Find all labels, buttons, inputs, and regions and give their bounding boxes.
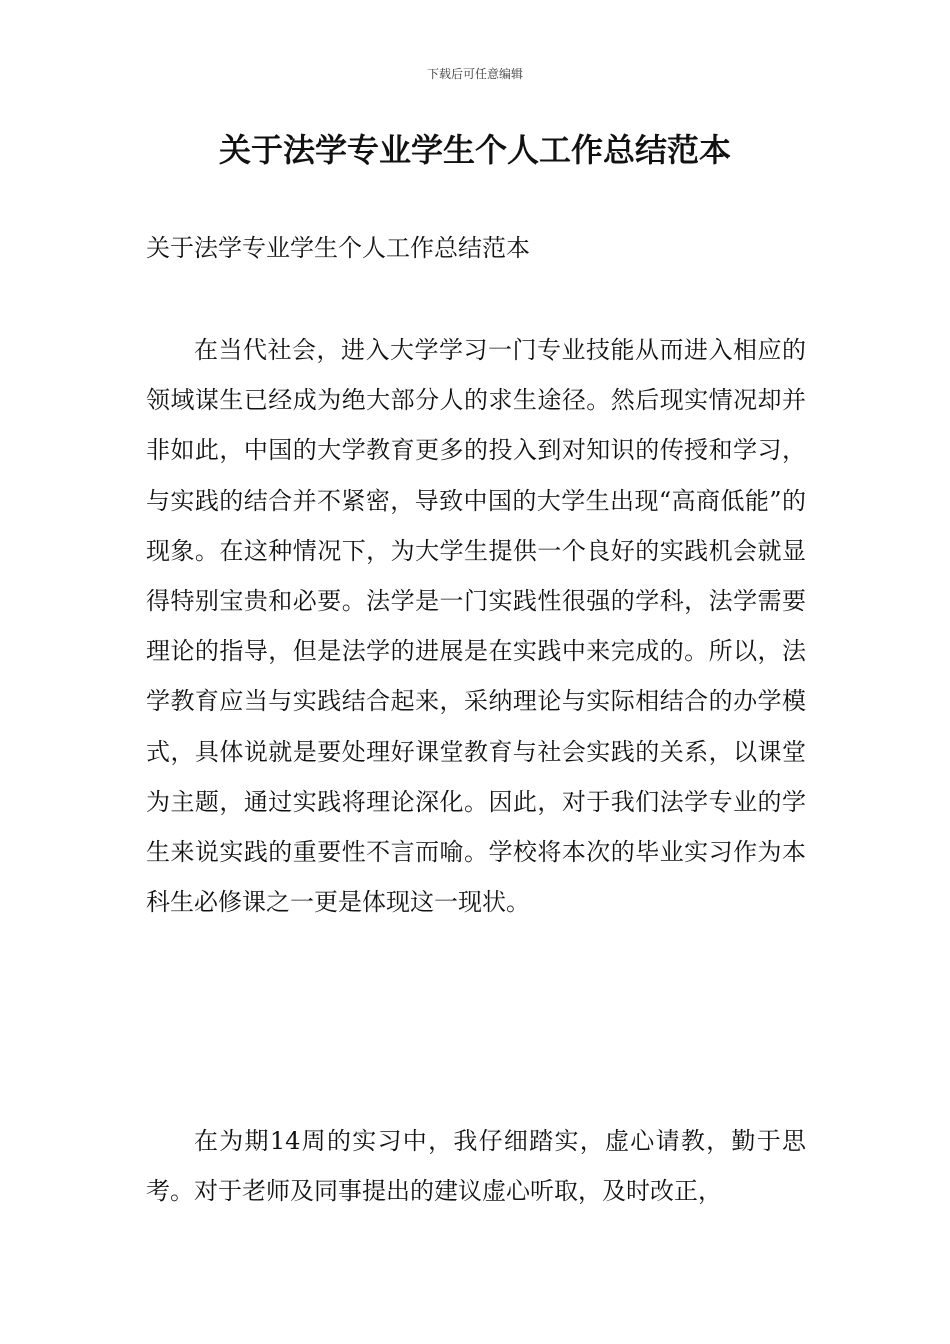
download-note: 下载后可任意编辑 (426, 67, 523, 81)
document-title: 关于法学专业学生个人工作总结范本 (218, 131, 731, 169)
document-subtitle: 关于法学专业学生个人工作总结范本 (146, 234, 530, 262)
body-paragraph-2: 在为期14周的实习中，我仔细踏实，虚心请教，勤于思考。对于老师及同事提出的建议虚心听取，及时改正， (146, 1127, 806, 1206)
body-paragraph-1: 在当代社会，进入大学学习一门专业技能从而进入相应的领域谋生已经成为绝大部分人的求生途径。然后现实情况却并非如此，中国的大学教育更多的投入到对知识的传授和学习，与实践的结合并不紧密，导致中国的大学生出现“高商低能”的现象。在这种情况下，为大学生提供一个良好的实践机会就显得特别宝贵和必要。法学是一门实践性很强的学科，法学需要理论的指导，但是法学的进展是在实践中来完成的。所以，法学教育应当与实践结合起来，采纳理论与实际相结合的办学模式，具体说就是要处理好课堂教育与社会实践的关系，以课堂为主题，通过实践将理论深化。因此，对于我们法学专业的学生来说实践的重要性不言而喻。学校将本次的毕业实习作为本科生必修课之一更是体现这一现状。 (146, 336, 806, 917)
